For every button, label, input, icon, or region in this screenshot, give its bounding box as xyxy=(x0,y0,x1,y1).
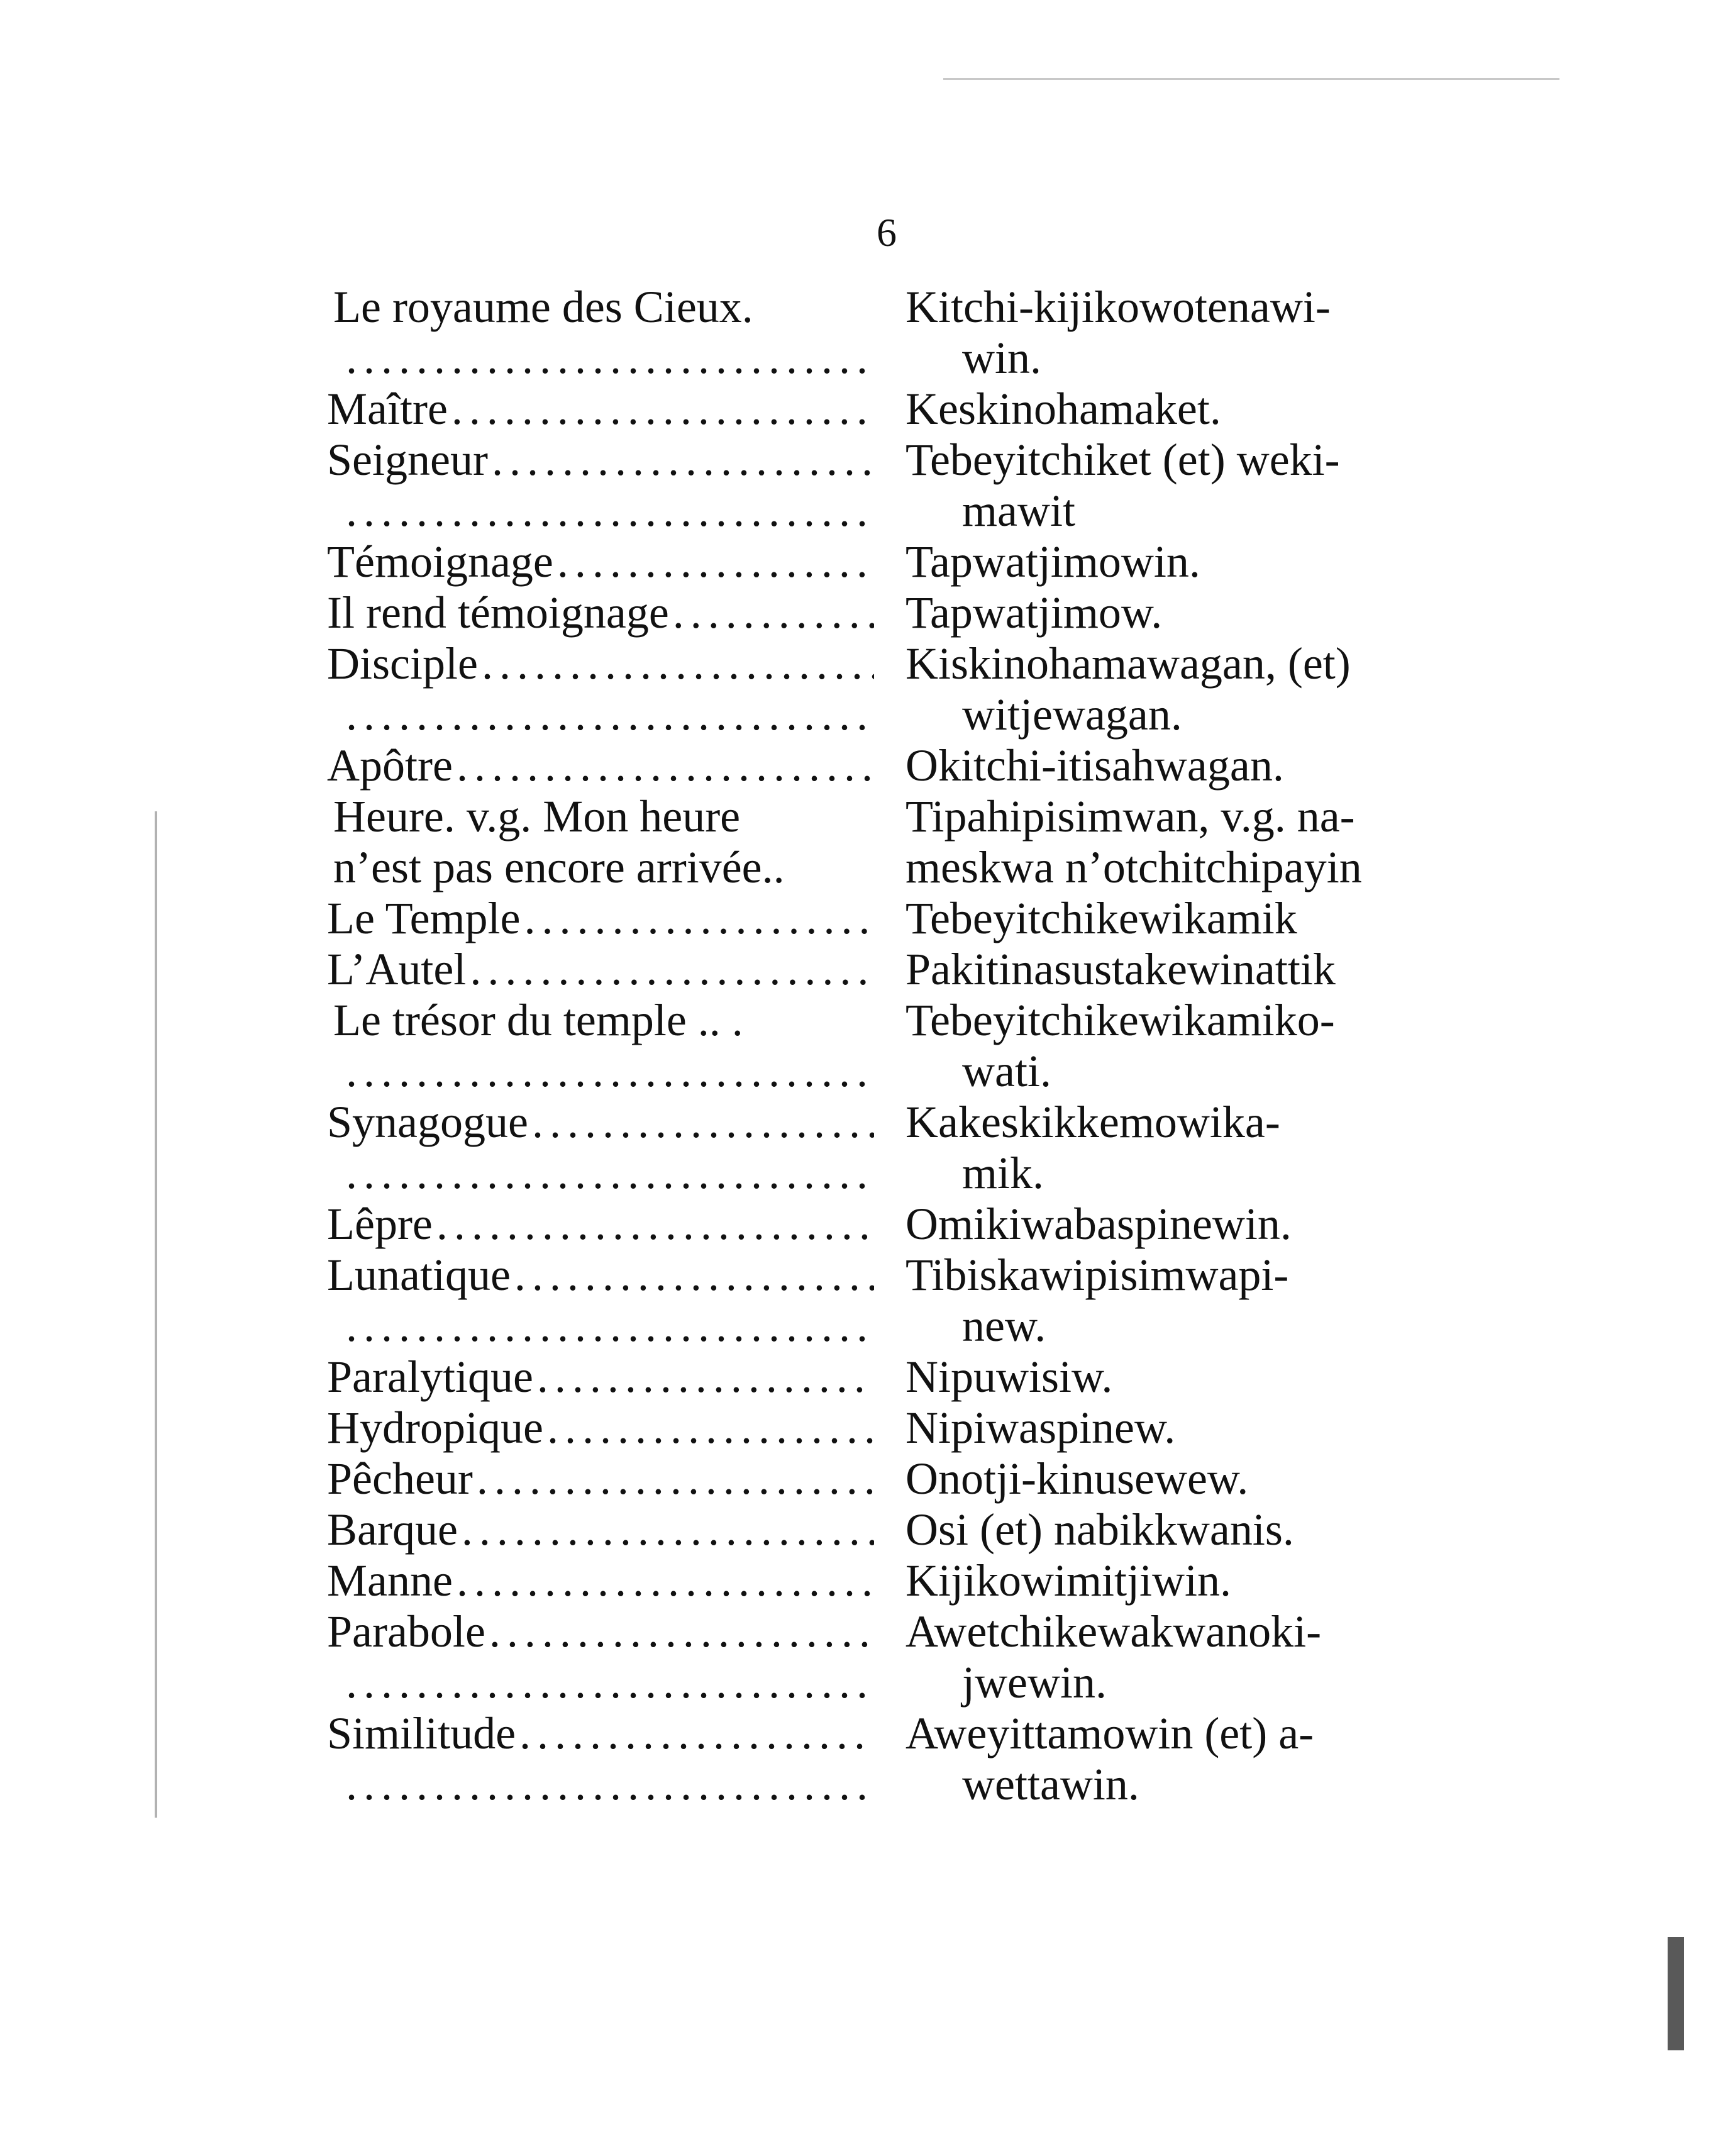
french-term xyxy=(314,1504,874,1555)
dot-leader xyxy=(473,1453,874,1504)
cree-term: Awetchikewakwanoki- xyxy=(906,1606,1322,1657)
dot-leader xyxy=(521,893,874,944)
glossary-entry xyxy=(314,384,1509,435)
french-term-text: Barque xyxy=(327,1504,458,1555)
cree-term: win. xyxy=(962,333,1041,383)
french-term-text: Le royaume des Cieux. xyxy=(333,282,753,332)
cree-term: Nipiwaspinew. xyxy=(906,1403,1176,1453)
cree-term: Keskinohamaket. xyxy=(906,384,1221,434)
french-term-text: Lêpre xyxy=(327,1199,433,1249)
dot-leader xyxy=(485,1606,874,1657)
cree-term: Kiskinohamawagan, (et) xyxy=(906,638,1351,689)
glossary-entry xyxy=(314,1504,1509,1555)
french-term-text: Le Temple xyxy=(327,893,521,943)
french-term xyxy=(314,536,874,587)
french-term xyxy=(314,486,874,536)
french-term-text: Hydropique xyxy=(327,1403,543,1453)
dot-leader xyxy=(453,1555,874,1606)
french-term xyxy=(314,1708,874,1759)
glossary-entry xyxy=(314,1046,1509,1097)
french-term-text: Heure. v.g. Mon heure xyxy=(333,791,741,842)
cree-term: Tebeyitchiket (et) weki- xyxy=(906,435,1340,485)
cree-term: Okitchi-itisahwagan. xyxy=(906,740,1284,791)
scan-top-mark xyxy=(943,78,1559,80)
scan-edge-mark xyxy=(155,811,157,1818)
cree-term: Kitchi-kijikowotenawi- xyxy=(906,282,1331,332)
dot-leader xyxy=(553,536,874,587)
french-term xyxy=(314,587,874,638)
dot-leader xyxy=(478,638,874,689)
dot-leader xyxy=(466,944,874,995)
glossary-entry xyxy=(314,1657,1509,1708)
dot-leader xyxy=(533,1352,874,1403)
glossary-entry xyxy=(314,1250,1509,1301)
glossary-entry xyxy=(314,842,1509,893)
cree-term: Omikiwabaspinewin. xyxy=(906,1199,1292,1249)
cree-term: Aweyittamowin (et) a- xyxy=(906,1708,1314,1759)
french-term xyxy=(314,689,874,740)
french-term-text: Disciple xyxy=(327,638,478,689)
french-term xyxy=(314,435,874,486)
glossary-entry xyxy=(314,435,1509,486)
french-term-text: Paralytique xyxy=(327,1352,533,1402)
glossary-entry xyxy=(314,1301,1509,1352)
dot-leader xyxy=(327,1046,874,1097)
french-term-text: Il rend témoignage xyxy=(327,587,669,638)
french-term xyxy=(314,638,874,689)
cree-term: Tibiskawipisimwapi- xyxy=(906,1250,1289,1300)
glossary-entry xyxy=(314,1199,1509,1250)
glossary-entry xyxy=(314,1097,1509,1148)
dot-leader xyxy=(327,689,874,740)
glossary-entry xyxy=(314,587,1509,638)
cree-term: Kijikowimitjiwin. xyxy=(906,1555,1232,1606)
dot-leader xyxy=(327,1657,874,1708)
glossary-entry xyxy=(314,1148,1509,1199)
glossary-entry xyxy=(314,995,1509,1046)
french-term-text: n’est pas encore arrivée.. xyxy=(333,842,785,892)
french-term xyxy=(314,1555,874,1606)
french-term xyxy=(314,1759,874,1810)
cree-term: witjewagan. xyxy=(962,689,1182,740)
glossary-entry xyxy=(314,1759,1509,1810)
dot-leader xyxy=(433,1199,874,1250)
french-term xyxy=(314,1250,874,1301)
cree-term: jwewin. xyxy=(962,1657,1107,1708)
cree-term: wettawin. xyxy=(962,1759,1139,1809)
french-term xyxy=(314,842,874,893)
french-term xyxy=(314,1046,874,1097)
cree-term: new. xyxy=(962,1301,1046,1351)
glossary-entry xyxy=(314,1453,1509,1504)
glossary-entry xyxy=(314,638,1509,689)
glossary-entry xyxy=(314,486,1509,536)
french-term xyxy=(314,1301,874,1352)
glossary-entry xyxy=(314,1352,1509,1403)
cree-term: Tebeyitchikewikamiko- xyxy=(906,995,1335,1045)
glossary-entry xyxy=(314,1606,1509,1657)
french-term xyxy=(314,740,874,791)
glossary-list xyxy=(314,282,1509,1810)
page-number: 6 xyxy=(877,210,897,255)
french-term xyxy=(314,1199,874,1250)
cree-term: mawit xyxy=(962,486,1075,536)
glossary-entry xyxy=(314,689,1509,740)
glossary-entry xyxy=(314,740,1509,791)
scan-corner-mark xyxy=(1668,1937,1684,2050)
french-term-text: Seigneur xyxy=(327,435,488,485)
french-term-text: Apôtre xyxy=(327,740,453,791)
french-term-text: Le trésor du temple .. . xyxy=(333,995,743,1045)
glossary-entry xyxy=(314,1403,1509,1453)
glossary-entry xyxy=(314,1708,1509,1759)
french-term xyxy=(314,282,874,333)
dot-leader xyxy=(327,333,874,384)
dot-leader xyxy=(488,435,874,486)
french-term xyxy=(314,944,874,995)
cree-term: Tapwatjimowin. xyxy=(906,536,1200,587)
french-term xyxy=(314,1657,874,1708)
french-term xyxy=(314,1352,874,1403)
cree-term: Osi (et) nabikkwanis. xyxy=(906,1504,1294,1555)
french-term-text: Lunatique xyxy=(327,1250,511,1300)
french-term-text: Parabole xyxy=(327,1606,485,1657)
glossary-entry xyxy=(314,893,1509,944)
french-term-text: L’Autel xyxy=(327,944,467,994)
glossary-entry xyxy=(314,1555,1509,1606)
glossary-entry xyxy=(314,282,1509,333)
glossary-entry xyxy=(314,944,1509,995)
dot-leader xyxy=(448,384,874,435)
glossary-entry xyxy=(314,536,1509,587)
dot-leader xyxy=(327,1301,874,1352)
cree-term: Tebeyitchikewikamik xyxy=(906,893,1297,943)
glossary-entry xyxy=(314,333,1509,384)
cree-term: Tipahipisimwan, v.g. na- xyxy=(906,791,1355,842)
french-term xyxy=(314,1403,874,1453)
glossary-entry xyxy=(314,791,1509,842)
french-term xyxy=(314,384,874,435)
french-term xyxy=(314,1148,874,1199)
dot-leader xyxy=(327,486,874,536)
cree-term: mik. xyxy=(962,1148,1044,1198)
cree-term: Pakitinasustakewinattik xyxy=(906,944,1336,994)
cree-term: Kakeskikkemowika- xyxy=(906,1097,1280,1147)
french-term-text: Manne xyxy=(327,1555,453,1606)
dot-leader xyxy=(327,1148,874,1199)
french-term xyxy=(314,893,874,944)
cree-term: meskwa n’otchitchipayin xyxy=(906,842,1362,892)
dot-leader xyxy=(528,1097,874,1148)
french-term xyxy=(314,1606,874,1657)
cree-term: Tapwatjimow. xyxy=(906,587,1163,638)
french-term-text: Pêcheur xyxy=(327,1453,473,1504)
dot-leader xyxy=(543,1403,874,1453)
dot-leader xyxy=(516,1708,874,1759)
cree-term: Onotji-kinusewew. xyxy=(906,1453,1249,1504)
french-term xyxy=(314,1453,874,1504)
dot-leader xyxy=(327,1759,874,1810)
cree-term: Nipuwisiw. xyxy=(906,1352,1113,1402)
dot-leader xyxy=(458,1504,874,1555)
french-term-text: Synagogue xyxy=(327,1097,528,1147)
french-term xyxy=(314,995,874,1046)
french-term xyxy=(314,1097,874,1148)
french-term-text: Similitude xyxy=(327,1708,516,1759)
french-term-text: Témoignage xyxy=(327,536,553,587)
french-term xyxy=(314,333,874,384)
cree-term: wati. xyxy=(962,1046,1051,1096)
french-term xyxy=(314,791,874,842)
french-term-text: Maître xyxy=(327,384,448,434)
dot-leader xyxy=(453,740,874,791)
dot-leader xyxy=(511,1250,874,1301)
dot-leader xyxy=(669,587,874,638)
